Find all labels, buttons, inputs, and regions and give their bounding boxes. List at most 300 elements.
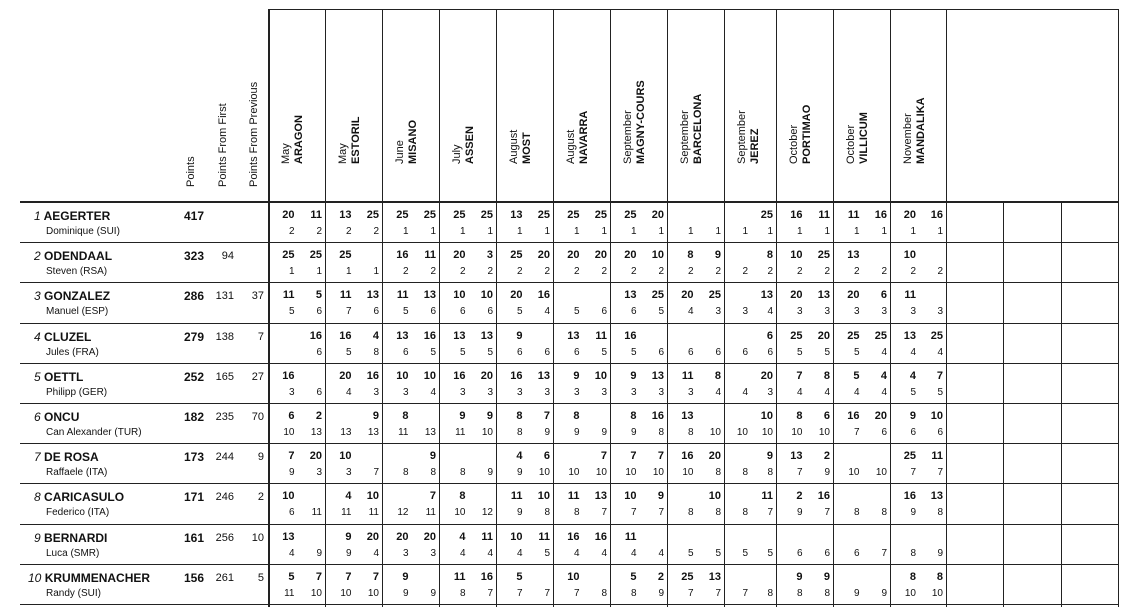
points-from-first: 246 — [215, 491, 234, 504]
rider-points: 417 — [183, 209, 204, 223]
race2-standing: 6 — [658, 346, 664, 358]
race1-points: 13 — [510, 209, 523, 221]
race2-standing: 10 — [595, 467, 607, 479]
race2-points: 11 — [424, 249, 436, 262]
race1-points: 7 — [796, 369, 803, 382]
race2-points: 16 — [480, 570, 493, 583]
race1-standing: 1 — [853, 226, 860, 237]
race2-standing: 2 — [767, 266, 773, 278]
race2-standing: 8 — [601, 587, 607, 599]
race2-standing: 3 — [658, 386, 664, 398]
race2-standing: 12 — [481, 507, 493, 519]
round-header — [439, 10, 496, 200]
race1-points: 20 — [790, 289, 803, 302]
race1-points: 11 — [396, 289, 409, 302]
round-venue: VILLICUM — [858, 112, 870, 164]
round-month: August — [565, 129, 577, 164]
race2-standing: 2 — [824, 266, 830, 278]
race1-standing: 5 — [630, 346, 637, 358]
race1-standing: 5 — [288, 306, 295, 318]
rider-row — [0, 243, 1127, 283]
race1-standing: 3 — [516, 386, 523, 398]
race1-standing: 8 — [687, 427, 694, 438]
from-first-header — [212, 10, 234, 200]
race1-points: 16 — [510, 369, 523, 382]
race1-standing: 3 — [742, 306, 748, 318]
points-from-first: 256 — [215, 531, 234, 544]
race2-standing: 2 — [881, 266, 887, 278]
race2-standing: 3 — [316, 467, 322, 479]
race2-points: 10 — [423, 369, 436, 382]
race2-standing: 8 — [767, 467, 773, 479]
race2-standing: 8 — [715, 507, 721, 519]
race2-points: 9 — [372, 410, 379, 422]
race1-standing: 1 — [516, 226, 523, 237]
race2-standing: 4 — [430, 386, 436, 398]
race2-standing: 3 — [430, 547, 436, 559]
race2-standing: 8 — [881, 507, 887, 519]
race2-standing: 9 — [824, 467, 830, 479]
points-from-first: 165 — [215, 370, 234, 383]
race1-points: 16 — [396, 249, 409, 262]
race2-points: 10 — [594, 369, 607, 382]
race2-points: 13 — [423, 289, 436, 302]
round-venue: NAVARRA — [578, 110, 590, 164]
race1-points: 13 — [567, 329, 580, 342]
rider-row — [0, 484, 1127, 524]
race2-points: 13 — [930, 490, 943, 503]
race1-standing: 10 — [682, 467, 694, 479]
race2-standing: 2 — [601, 266, 607, 278]
race2-points: 20 — [537, 249, 550, 262]
race1-points: 16 — [847, 410, 860, 422]
race1-points: 10 — [282, 490, 295, 503]
race1-points: 25 — [282, 249, 295, 262]
race1-points: 25 — [624, 209, 637, 221]
points-from-previous: 9 — [257, 451, 264, 464]
points-from-previous: 70 — [251, 411, 264, 423]
race1-points: 11 — [282, 289, 295, 302]
rider-surname: OETTL — [44, 369, 84, 384]
race1-points: 11 — [904, 289, 916, 302]
race2-standing: 5 — [715, 547, 721, 559]
race2-points: 11 — [931, 450, 943, 463]
race2-standing: 1 — [937, 226, 943, 237]
race1-standing: 10 — [625, 467, 637, 479]
race1-points: 16 — [790, 209, 803, 221]
rider-row — [0, 324, 1127, 364]
race1-standing: 4 — [516, 547, 523, 559]
round-venue: ARAGON — [293, 115, 305, 164]
race2-standing: 1 — [658, 226, 664, 237]
points-from-first: 94 — [221, 250, 234, 263]
race1-standing: 8 — [687, 507, 694, 519]
race2-standing: 13 — [424, 427, 436, 438]
race2-points: 4 — [372, 329, 379, 342]
race2-standing: 6 — [487, 306, 493, 318]
race1-standing: 6 — [288, 507, 295, 519]
race2-standing: 7 — [658, 507, 664, 519]
race2-standing: 4 — [544, 306, 550, 318]
race1-standing: 7 — [630, 507, 637, 519]
race1-points: 9 — [459, 410, 466, 422]
race2-points: 7 — [600, 450, 607, 463]
race1-points: 20 — [624, 249, 637, 262]
race1-standing: 4 — [459, 547, 466, 559]
race1-points: 16 — [567, 530, 580, 543]
rider-points: 279 — [183, 329, 204, 344]
race2-standing: 5 — [430, 346, 436, 358]
race1-points: 5 — [288, 570, 295, 583]
race1-points: 6 — [288, 410, 295, 422]
round-month: September — [736, 110, 748, 164]
race1-standing: 10 — [283, 427, 295, 438]
rider-row — [0, 203, 1127, 243]
race2-points: 16 — [366, 369, 379, 382]
race2-standing: 10 — [310, 587, 322, 599]
points-from-first: 261 — [215, 571, 234, 584]
race2-standing: 11 — [425, 507, 436, 519]
rider-position: 7 — [34, 450, 41, 465]
race1-standing: 1 — [345, 266, 352, 278]
race2-points: 16 — [309, 329, 322, 342]
points-from-first: 131 — [215, 290, 234, 303]
race2-points: 5 — [315, 289, 322, 302]
race2-points: 13 — [651, 369, 664, 382]
race1-points: 25 — [847, 329, 860, 342]
race1-standing: 6 — [573, 346, 580, 358]
rider-points: 161 — [183, 530, 204, 545]
rider-points: 173 — [183, 450, 204, 465]
race1-standing: 10 — [736, 427, 748, 438]
race2-standing: 9 — [881, 587, 887, 599]
race1-standing: 9 — [573, 427, 580, 438]
race1-points: 20 — [681, 289, 694, 302]
race1-standing: 10 — [568, 467, 580, 479]
race1-standing: 8 — [796, 587, 803, 599]
rider-firstname-country: Luca (SMR) — [46, 547, 100, 559]
race1-standing: 3 — [345, 467, 352, 479]
round-header-label — [902, 97, 928, 164]
round-month: October — [845, 124, 857, 164]
race1-standing: 5 — [516, 306, 523, 318]
race1-standing: 4 — [345, 386, 352, 398]
rider-surname: AEGERTER — [43, 209, 111, 223]
rider-position: 8 — [34, 490, 41, 505]
race2-standing: 3 — [824, 306, 830, 318]
race1-points: 13 — [453, 329, 466, 342]
race2-standing: 4 — [715, 386, 721, 398]
race1-standing: 7 — [345, 306, 352, 318]
rider-points: 156 — [183, 570, 204, 585]
race1-points: 5 — [630, 570, 637, 583]
rider-surname: CARICASULO — [44, 490, 125, 505]
race1-points: 4 — [459, 530, 466, 543]
race1-points: 16 — [903, 490, 916, 503]
race1-standing: 12 — [397, 507, 409, 519]
race1-points: 8 — [402, 410, 409, 422]
round-header-label — [679, 94, 705, 164]
race1-points: 16 — [282, 369, 295, 382]
race2-points: 10 — [930, 410, 943, 422]
race2-standing: 4 — [658, 547, 664, 559]
race1-standing: 5 — [459, 346, 466, 358]
race1-points: 25 — [903, 450, 916, 463]
round-month: October — [788, 124, 800, 164]
round-header-label — [622, 80, 648, 164]
rider-name — [28, 571, 150, 585]
race2-standing: 8 — [824, 587, 830, 599]
race2-standing: 8 — [544, 507, 550, 519]
race1-standing: 2 — [345, 226, 352, 237]
race2-standing: 8 — [715, 467, 721, 479]
points-header — [180, 10, 202, 200]
rider-row — [0, 444, 1127, 484]
race2-points: 16 — [817, 490, 830, 503]
race2-standing: 3 — [767, 386, 773, 398]
race1-points: 10 — [903, 249, 916, 262]
race2-standing: 7 — [715, 587, 721, 599]
round-month: June — [394, 140, 406, 164]
rider-name — [34, 410, 79, 424]
round-header-label — [394, 120, 420, 164]
race1-points: 20 — [567, 249, 580, 262]
race2-points: 8 — [823, 369, 830, 382]
race2-points: 8 — [936, 570, 943, 583]
race1-points: 11 — [847, 209, 860, 221]
race2-points: 13 — [708, 570, 721, 583]
race2-standing: 9 — [544, 427, 550, 438]
race1-standing: 6 — [459, 306, 466, 318]
race2-points: 13 — [817, 289, 830, 302]
race1-points: 7 — [630, 450, 637, 463]
race2-standing: 5 — [487, 346, 493, 358]
race1-standing: 4 — [288, 547, 295, 559]
race1-standing: 5 — [573, 306, 580, 318]
race2-points: 10 — [366, 490, 379, 503]
race1-points: 9 — [345, 530, 352, 543]
race2-points: 20 — [817, 329, 830, 342]
race2-standing: 3 — [937, 306, 943, 318]
race2-standing: 9 — [430, 587, 436, 599]
race2-standing: 10 — [761, 427, 773, 438]
race1-points: 10 — [510, 530, 523, 543]
race2-points: 20 — [366, 530, 379, 543]
race2-standing: 6 — [824, 547, 830, 559]
rider-position: 1 — [34, 209, 41, 223]
race1-standing: 3 — [459, 386, 466, 398]
race2-standing: 2 — [658, 266, 664, 278]
race2-standing: 5 — [601, 346, 607, 358]
race2-points: 9 — [823, 570, 830, 583]
race2-points: 25 — [930, 329, 943, 342]
race2-standing: 5 — [937, 386, 943, 398]
round-venue: JEREZ — [749, 128, 761, 164]
race2-standing: 4 — [601, 547, 607, 559]
race2-standing: 9 — [937, 547, 943, 559]
race1-points: 9 — [516, 329, 523, 342]
race2-points: 16 — [874, 209, 887, 221]
race1-points: 8 — [573, 410, 580, 422]
race1-points: 11 — [681, 369, 694, 382]
race1-standing: 9 — [288, 467, 295, 479]
race2-points: 7 — [372, 570, 379, 583]
race2-standing: 6 — [715, 346, 721, 358]
race2-points: 25 — [594, 209, 607, 221]
race1-standing: 10 — [848, 467, 860, 479]
race1-points: 5 — [516, 570, 523, 583]
race1-standing: 8 — [573, 507, 580, 519]
rider-position: 5 — [34, 369, 41, 384]
race2-standing: 1 — [715, 226, 721, 237]
race1-points: 25 — [339, 249, 352, 262]
race2-standing: 2 — [937, 266, 943, 278]
rider-firstname-country: Raffaele (ITA) — [46, 467, 108, 479]
rider-points: 323 — [183, 249, 204, 264]
race2-standing: 5 — [824, 346, 830, 358]
race1-standing: 6 — [687, 346, 694, 358]
race1-standing: 2 — [573, 266, 580, 278]
race2-points: 11 — [310, 209, 322, 221]
race1-standing: 6 — [516, 346, 523, 358]
race2-points: 10 — [708, 490, 721, 503]
race2-standing: 8 — [767, 587, 773, 599]
race2-standing: 1 — [544, 226, 550, 237]
race2-standing: 6 — [544, 346, 550, 358]
race2-standing: 10 — [367, 587, 379, 599]
rider-firstname-country: Randy (SUI) — [46, 587, 102, 599]
race2-standing: 4 — [881, 386, 887, 398]
race2-standing: 9 — [658, 587, 664, 599]
rider-name — [34, 450, 99, 464]
race2-standing: 13 — [310, 427, 322, 438]
race1-points: 13 — [396, 329, 409, 342]
round-header-label — [280, 115, 306, 164]
race2-points: 16 — [594, 530, 607, 543]
rider-surname: ODENDAAL — [44, 249, 113, 264]
race1-standing: 10 — [454, 507, 466, 519]
race2-standing: 10 — [709, 427, 721, 438]
race1-standing: 5 — [910, 386, 916, 398]
race2-points: 25 — [423, 209, 436, 221]
points-from-first: 235 — [215, 411, 234, 423]
race1-standing: 13 — [340, 427, 352, 438]
race2-standing: 2 — [430, 266, 436, 278]
race1-points: 4 — [516, 450, 523, 463]
race1-standing: 5 — [345, 346, 352, 358]
race1-points: 10 — [567, 570, 580, 583]
race2-points: 25 — [760, 209, 773, 221]
race2-standing: 7 — [881, 547, 887, 559]
race2-standing: 1 — [601, 226, 607, 237]
race1-points: 20 — [339, 369, 352, 382]
round-header-label — [736, 110, 762, 164]
race1-standing: 3 — [573, 386, 580, 398]
round-venue: ASSEN — [464, 126, 476, 164]
race2-points: 4 — [880, 369, 887, 382]
race2-points: 9 — [486, 410, 493, 422]
round-header — [776, 10, 833, 200]
race1-standing: 1 — [742, 226, 748, 237]
from-first-header-label: Points From First — [217, 103, 229, 187]
race2-standing: 3 — [373, 386, 379, 398]
race1-standing: 1 — [687, 226, 694, 237]
race2-standing: 13 — [367, 427, 379, 438]
race1-standing: 8 — [516, 427, 523, 438]
race1-points: 25 — [453, 209, 466, 221]
race2-points: 13 — [594, 490, 607, 503]
rider-position: 10 — [28, 570, 42, 585]
race1-standing: 4 — [630, 547, 637, 559]
race2-points: 2 — [657, 570, 664, 583]
race2-standing: 9 — [316, 547, 322, 559]
rider-name — [34, 531, 107, 545]
race1-standing: 9 — [630, 427, 637, 438]
points-from-previous: 27 — [251, 370, 264, 383]
race2-points: 8 — [714, 369, 721, 382]
race1-points: 10 — [624, 490, 637, 503]
race1-standing: 9 — [516, 467, 523, 479]
rider-row — [0, 404, 1127, 444]
race1-points: 13 — [681, 410, 694, 422]
race1-points: 8 — [516, 410, 523, 422]
race1-standing: 7 — [796, 467, 803, 479]
race2-standing: 1 — [487, 226, 493, 237]
race1-points: 13 — [847, 249, 860, 262]
race1-standing: 11 — [284, 587, 295, 599]
race1-points: 11 — [567, 490, 580, 503]
rider-points: 171 — [183, 490, 204, 505]
race1-standing: 6 — [796, 547, 803, 559]
race1-points: 16 — [453, 369, 466, 382]
points-from-previous: 7 — [257, 330, 264, 343]
round-header-label — [508, 130, 534, 164]
round-venue: MISANO — [407, 120, 419, 164]
race1-standing: 5 — [853, 346, 860, 358]
race1-standing: 6 — [853, 547, 860, 559]
race2-points: 8 — [766, 249, 773, 262]
race2-points: 10 — [537, 490, 550, 503]
race1-points: 16 — [624, 329, 637, 342]
race2-points: 7 — [936, 369, 943, 382]
race1-standing: 4 — [796, 386, 803, 398]
race1-standing: 3 — [288, 386, 295, 398]
race1-standing: 2 — [853, 266, 860, 278]
race2-points: 13 — [366, 289, 379, 302]
race1-standing: 10 — [340, 587, 352, 599]
race2-standing: 1 — [881, 226, 887, 237]
race1-points: 20 — [510, 289, 523, 302]
race2-points: 20 — [480, 369, 493, 382]
round-venue: BARCELONA — [692, 93, 704, 164]
race1-standing: 6 — [910, 427, 916, 438]
from-previous-header — [243, 10, 265, 200]
race1-standing: 2 — [687, 266, 694, 278]
round-header — [610, 10, 667, 200]
race1-standing: 5 — [687, 547, 694, 559]
race1-standing: 7 — [573, 587, 580, 599]
race1-standing: 8 — [459, 467, 466, 479]
points-from-first: 244 — [215, 451, 234, 464]
race2-standing: 1 — [767, 226, 773, 237]
rider-firstname-country: Can Alexander (TUR) — [46, 427, 142, 438]
race2-standing: 4 — [767, 306, 773, 318]
round-month: August — [508, 129, 520, 164]
race2-points: 10 — [760, 410, 773, 422]
race2-standing: 3 — [715, 306, 721, 318]
race1-points: 16 — [681, 450, 694, 463]
race2-points: 6 — [766, 329, 773, 342]
